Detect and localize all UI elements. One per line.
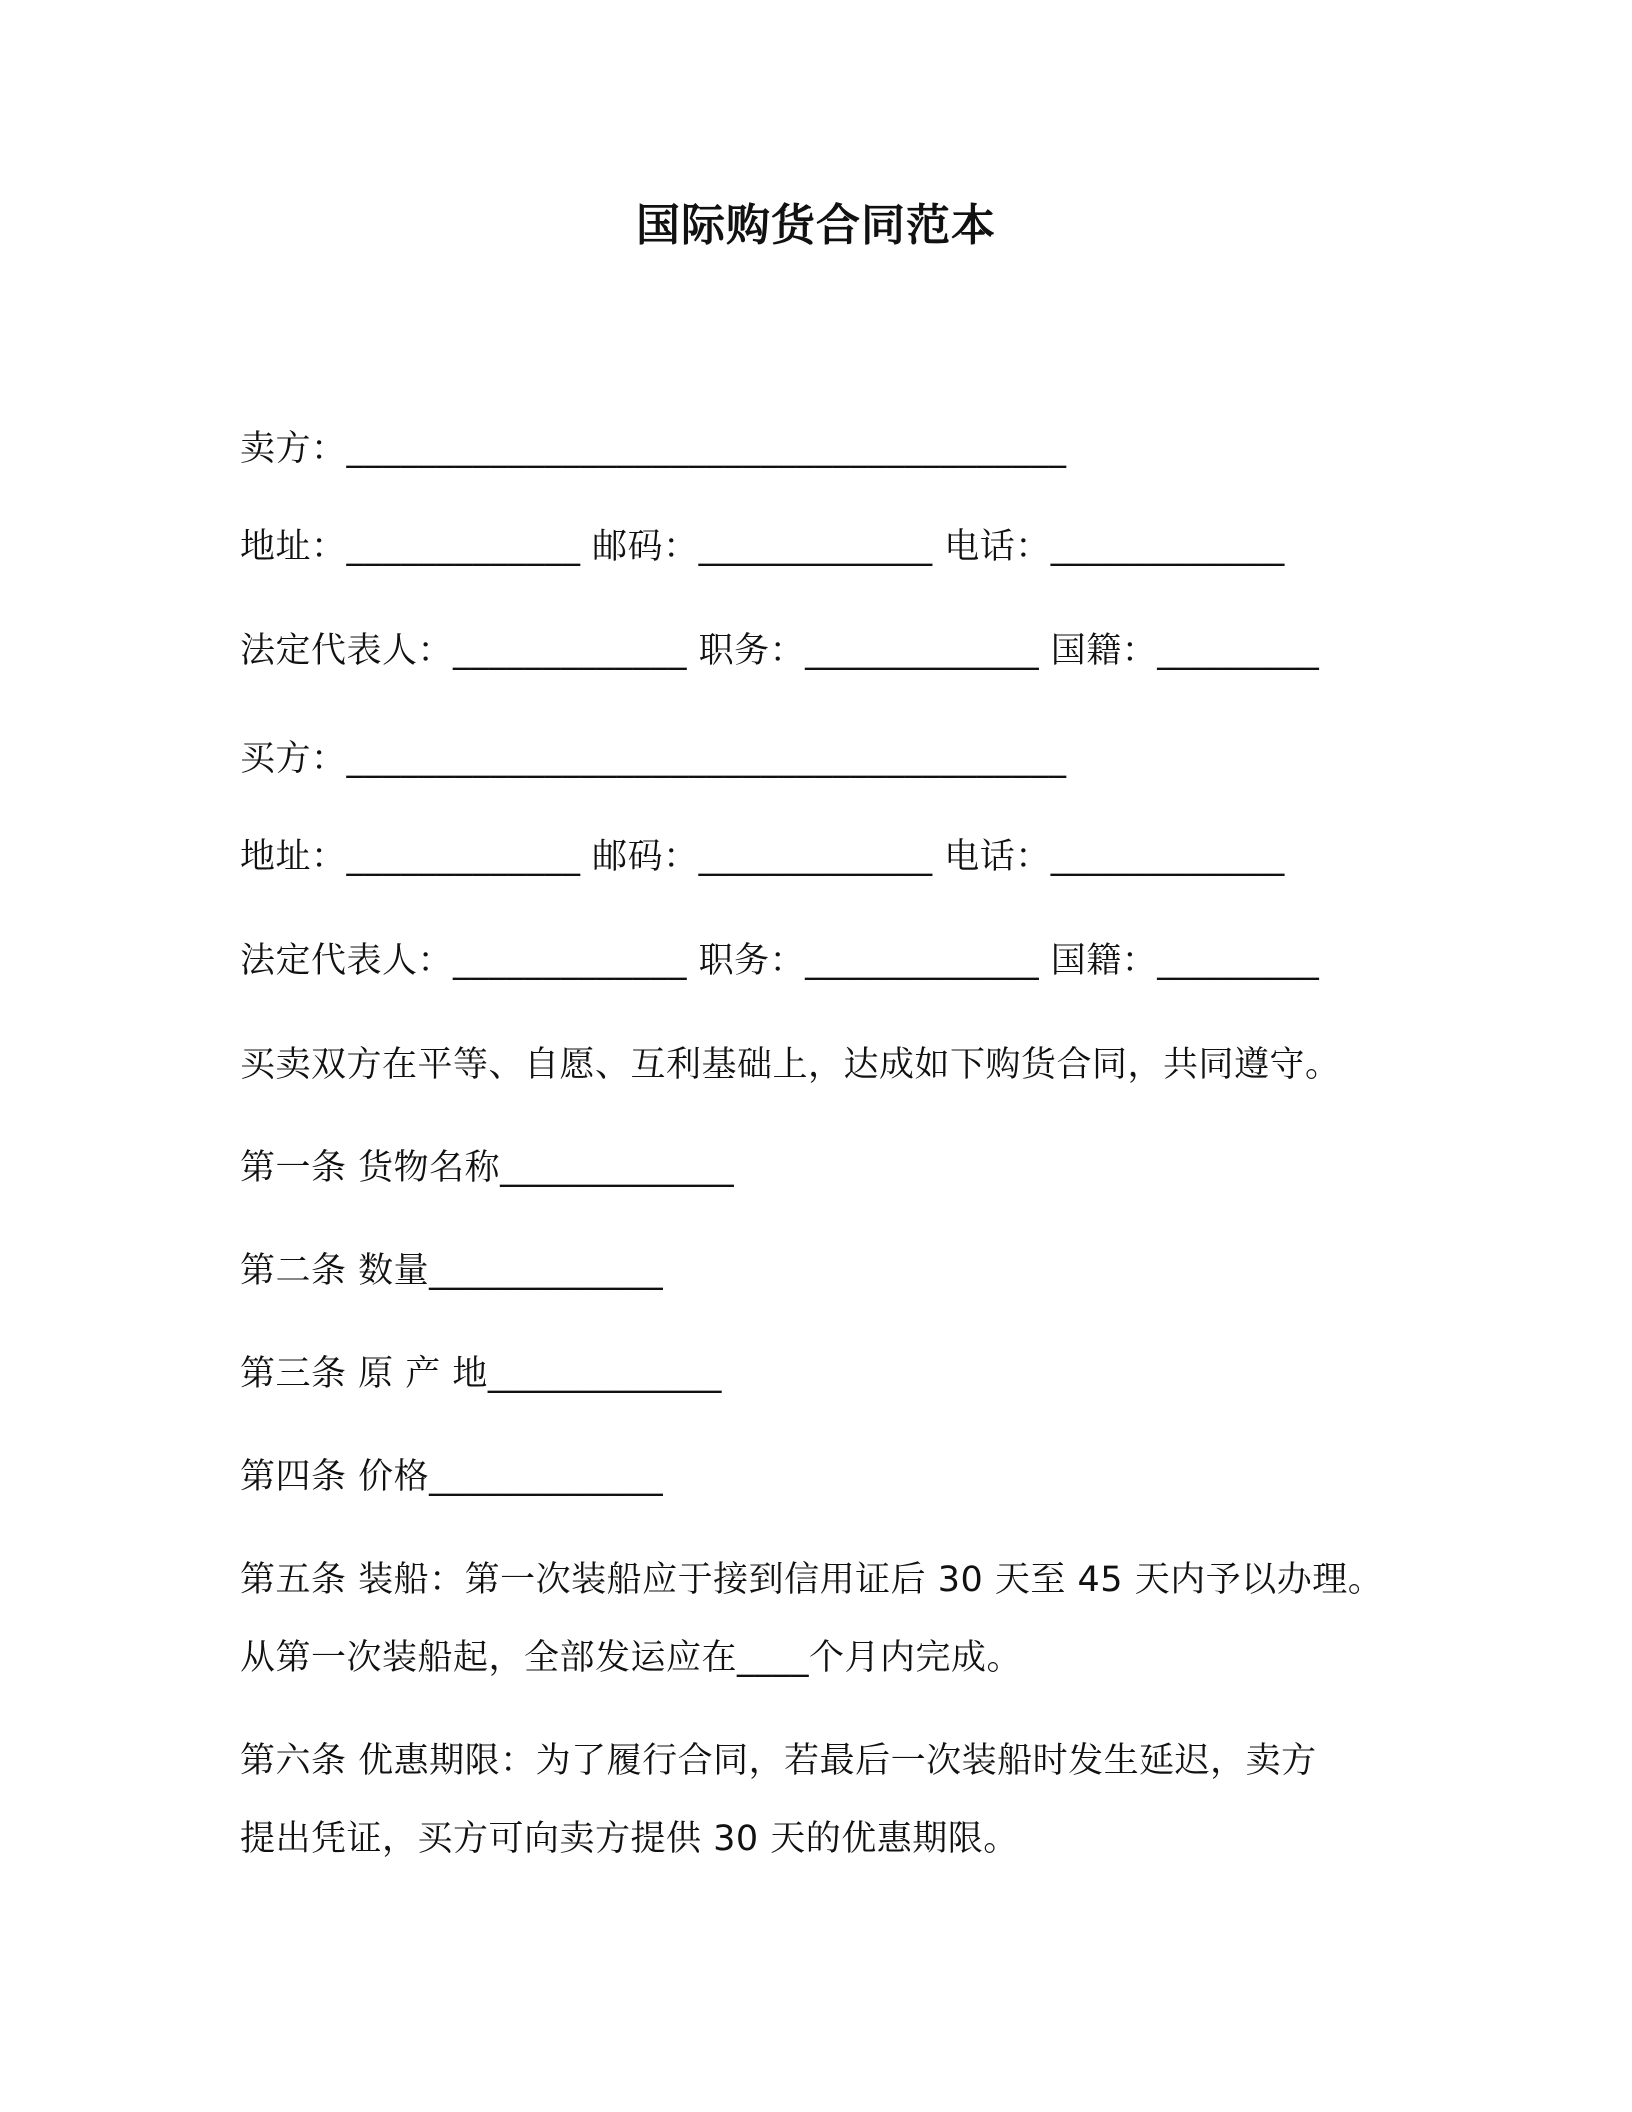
article-6-line-2: 提出凭证，买方可向卖方提供 30 天的优惠期限。 [240, 1819, 1019, 1859]
article-6-line-1: 第六条 优惠期限：为了履行合同，若最后一次装船时发生延迟，卖方 [240, 1741, 1317, 1781]
article-4: 第四条 价格_____________ [240, 1457, 664, 1497]
agreement-statement: 买卖双方在平等、自愿、互利基础上，达成如下购货合同，共同遵守。 [240, 1045, 1341, 1085]
article-1: 第一条 货物名称_____________ [240, 1148, 735, 1188]
buyer-representative-line: 法定代表人：_____________ 职务：_____________ 国籍：_________ [240, 941, 1320, 981]
document-title: 国际购货合同范本 [636, 200, 996, 251]
article-3: 第三条 原 产 地_____________ [240, 1354, 722, 1394]
seller-address-line: 地址：_____________ 邮码：_____________ 电话：_____________ [240, 527, 1285, 567]
article-5-line-2: 从第一次装船起，全部发运应在____个月内完成。 [240, 1638, 1023, 1678]
seller-representative-line: 法定代表人：_____________ 职务：_____________ 国籍：_________ [240, 631, 1320, 671]
article-2: 第二条 数量_____________ [240, 1251, 664, 1291]
article-5-line-1: 第五条 装船：第一次装船应于接到信用证后 30 天至 45 天内予以办理。 [240, 1560, 1384, 1600]
buyer-line: 买方：________________________________________ [240, 739, 1067, 779]
buyer-address-line: 地址：_____________ 邮码：_____________ 电话：_____________ [240, 837, 1285, 877]
seller-line: 卖方：________________________________________ [240, 429, 1067, 469]
